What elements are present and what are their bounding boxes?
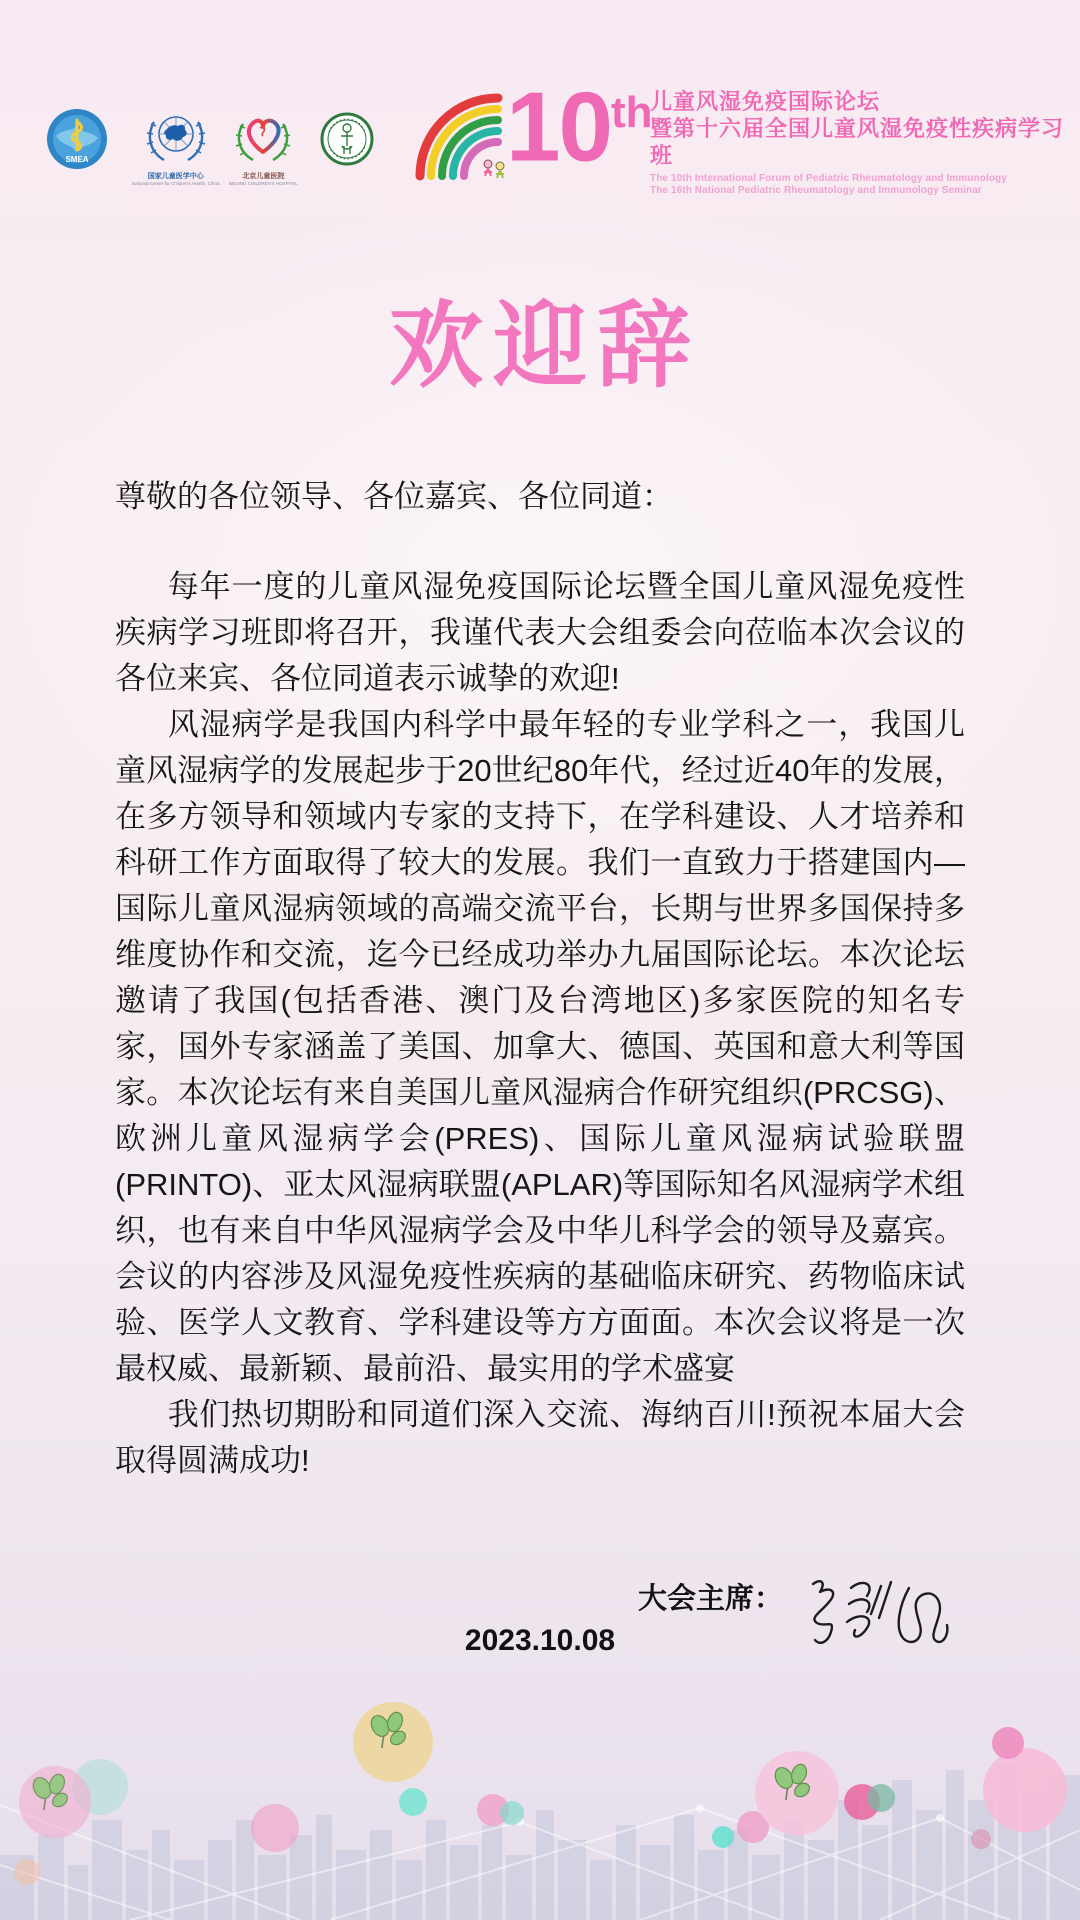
- conference-title-cn-line2: 暨第十六届全国儿童风湿免疫性疾病学习班: [650, 116, 1065, 168]
- children-icons: [484, 160, 504, 178]
- smea-logo-graphic: [46, 108, 108, 170]
- letter-body: [115, 474, 965, 1484]
- seal-logo-graphic: [320, 112, 374, 166]
- letter-date: 2023.10.08: [464, 1624, 616, 1657]
- edition-suffix: th: [611, 88, 653, 137]
- conference-title-en-line2: The 16th National Pediatric Rheumatology and Immunology Seminar: [650, 184, 982, 196]
- conference-title-cn-line1: 儿童风湿免疫国际论坛: [650, 89, 881, 114]
- page-title: 欢迎辞: [388, 293, 701, 398]
- paragraph-1: 每年一度的儿童风湿免疫国际论坛暨全国儿童风湿免疫性疾病学习班即将召开，我谨代表大会组委会向莅临本次会议的各位来宾、各位同道表示诚挚的欢迎!: [115, 569, 965, 696]
- chairman-label: 大会主席：: [638, 1583, 784, 1615]
- ncch-logo-graphic: [144, 108, 208, 168]
- ncch-logo: [132, 108, 219, 187]
- conference-title-en-line1: The 10th International Forum of Pediatric Rheumatology and Immunology: [650, 173, 1007, 184]
- medical-association-seal-logo: [320, 112, 374, 171]
- smea-logo: [46, 108, 108, 175]
- bch-logo-graphic: [231, 108, 295, 168]
- salutation: 尊敬的各位领导、各位嘉宾、各位同道：: [115, 479, 673, 514]
- ncch-logo-label-en: National Center for Children's Health, China: [132, 181, 220, 186]
- bottom-decoration: [0, 1670, 1080, 1920]
- conference-title-block: [650, 88, 1070, 196]
- edition-number: 10th: [506, 71, 653, 182]
- beijing-childrens-hospital-logo: [229, 108, 298, 187]
- paragraph-3: 我们热切期盼和同道们深入交流、海纳百川!预祝本届大会取得圆满成功!: [115, 1397, 965, 1478]
- smea-logo-text: SMEA: [65, 155, 89, 164]
- rainbow-icon: [414, 72, 514, 189]
- city-skyline: [0, 1765, 1080, 1920]
- bch-logo-label-en: BEIJING CHILDREN'S HOSPITAL: [229, 181, 298, 186]
- paragraph-2: 风湿病学是我国内科学中最年轻的专业学科之一，我国儿童风湿病学的发展起步于20世纪80年代，经过近40年的发展，在多方领导和领域内专家的支持下，在学科建设、人才培养和科研工作方面取得了较大的发展。我们一直致力于搭建国内—国际儿童风湿病领域的高端交流平台，长期与世界多国保持多维度协作和交流，迄今已经成功举办九届国际论坛。本次论坛邀请了我国(包括香港、澳门及台湾地区)多家医院的知名专家，国外专家涵盖了美国、加拿大、德国、英国和意大利等国家。本次论坛有来自美国儿童风湿病合作研究组织(PRCSG)、欧洲儿童风湿病学会(PRES)、国际儿童风湿病试验联盟(PRINTO)、亚太风湿病联盟(APLAR)等国际知名风湿病学术组织，也有来自中华风湿病学会及中华儿科学会的领导及嘉宾。会议的内容涉及风湿免疫性疾病的基础临床研究、药物临床试验、医学人文教育、学科建设等方方面面。本次会议将是一次最权威、最新颖、最前沿、最实用的学术盛宴: [115, 707, 965, 1386]
- bch-logo-label: 北京儿童医院: [242, 173, 285, 180]
- ncch-logo-label: 国家儿童医学中心: [147, 173, 204, 180]
